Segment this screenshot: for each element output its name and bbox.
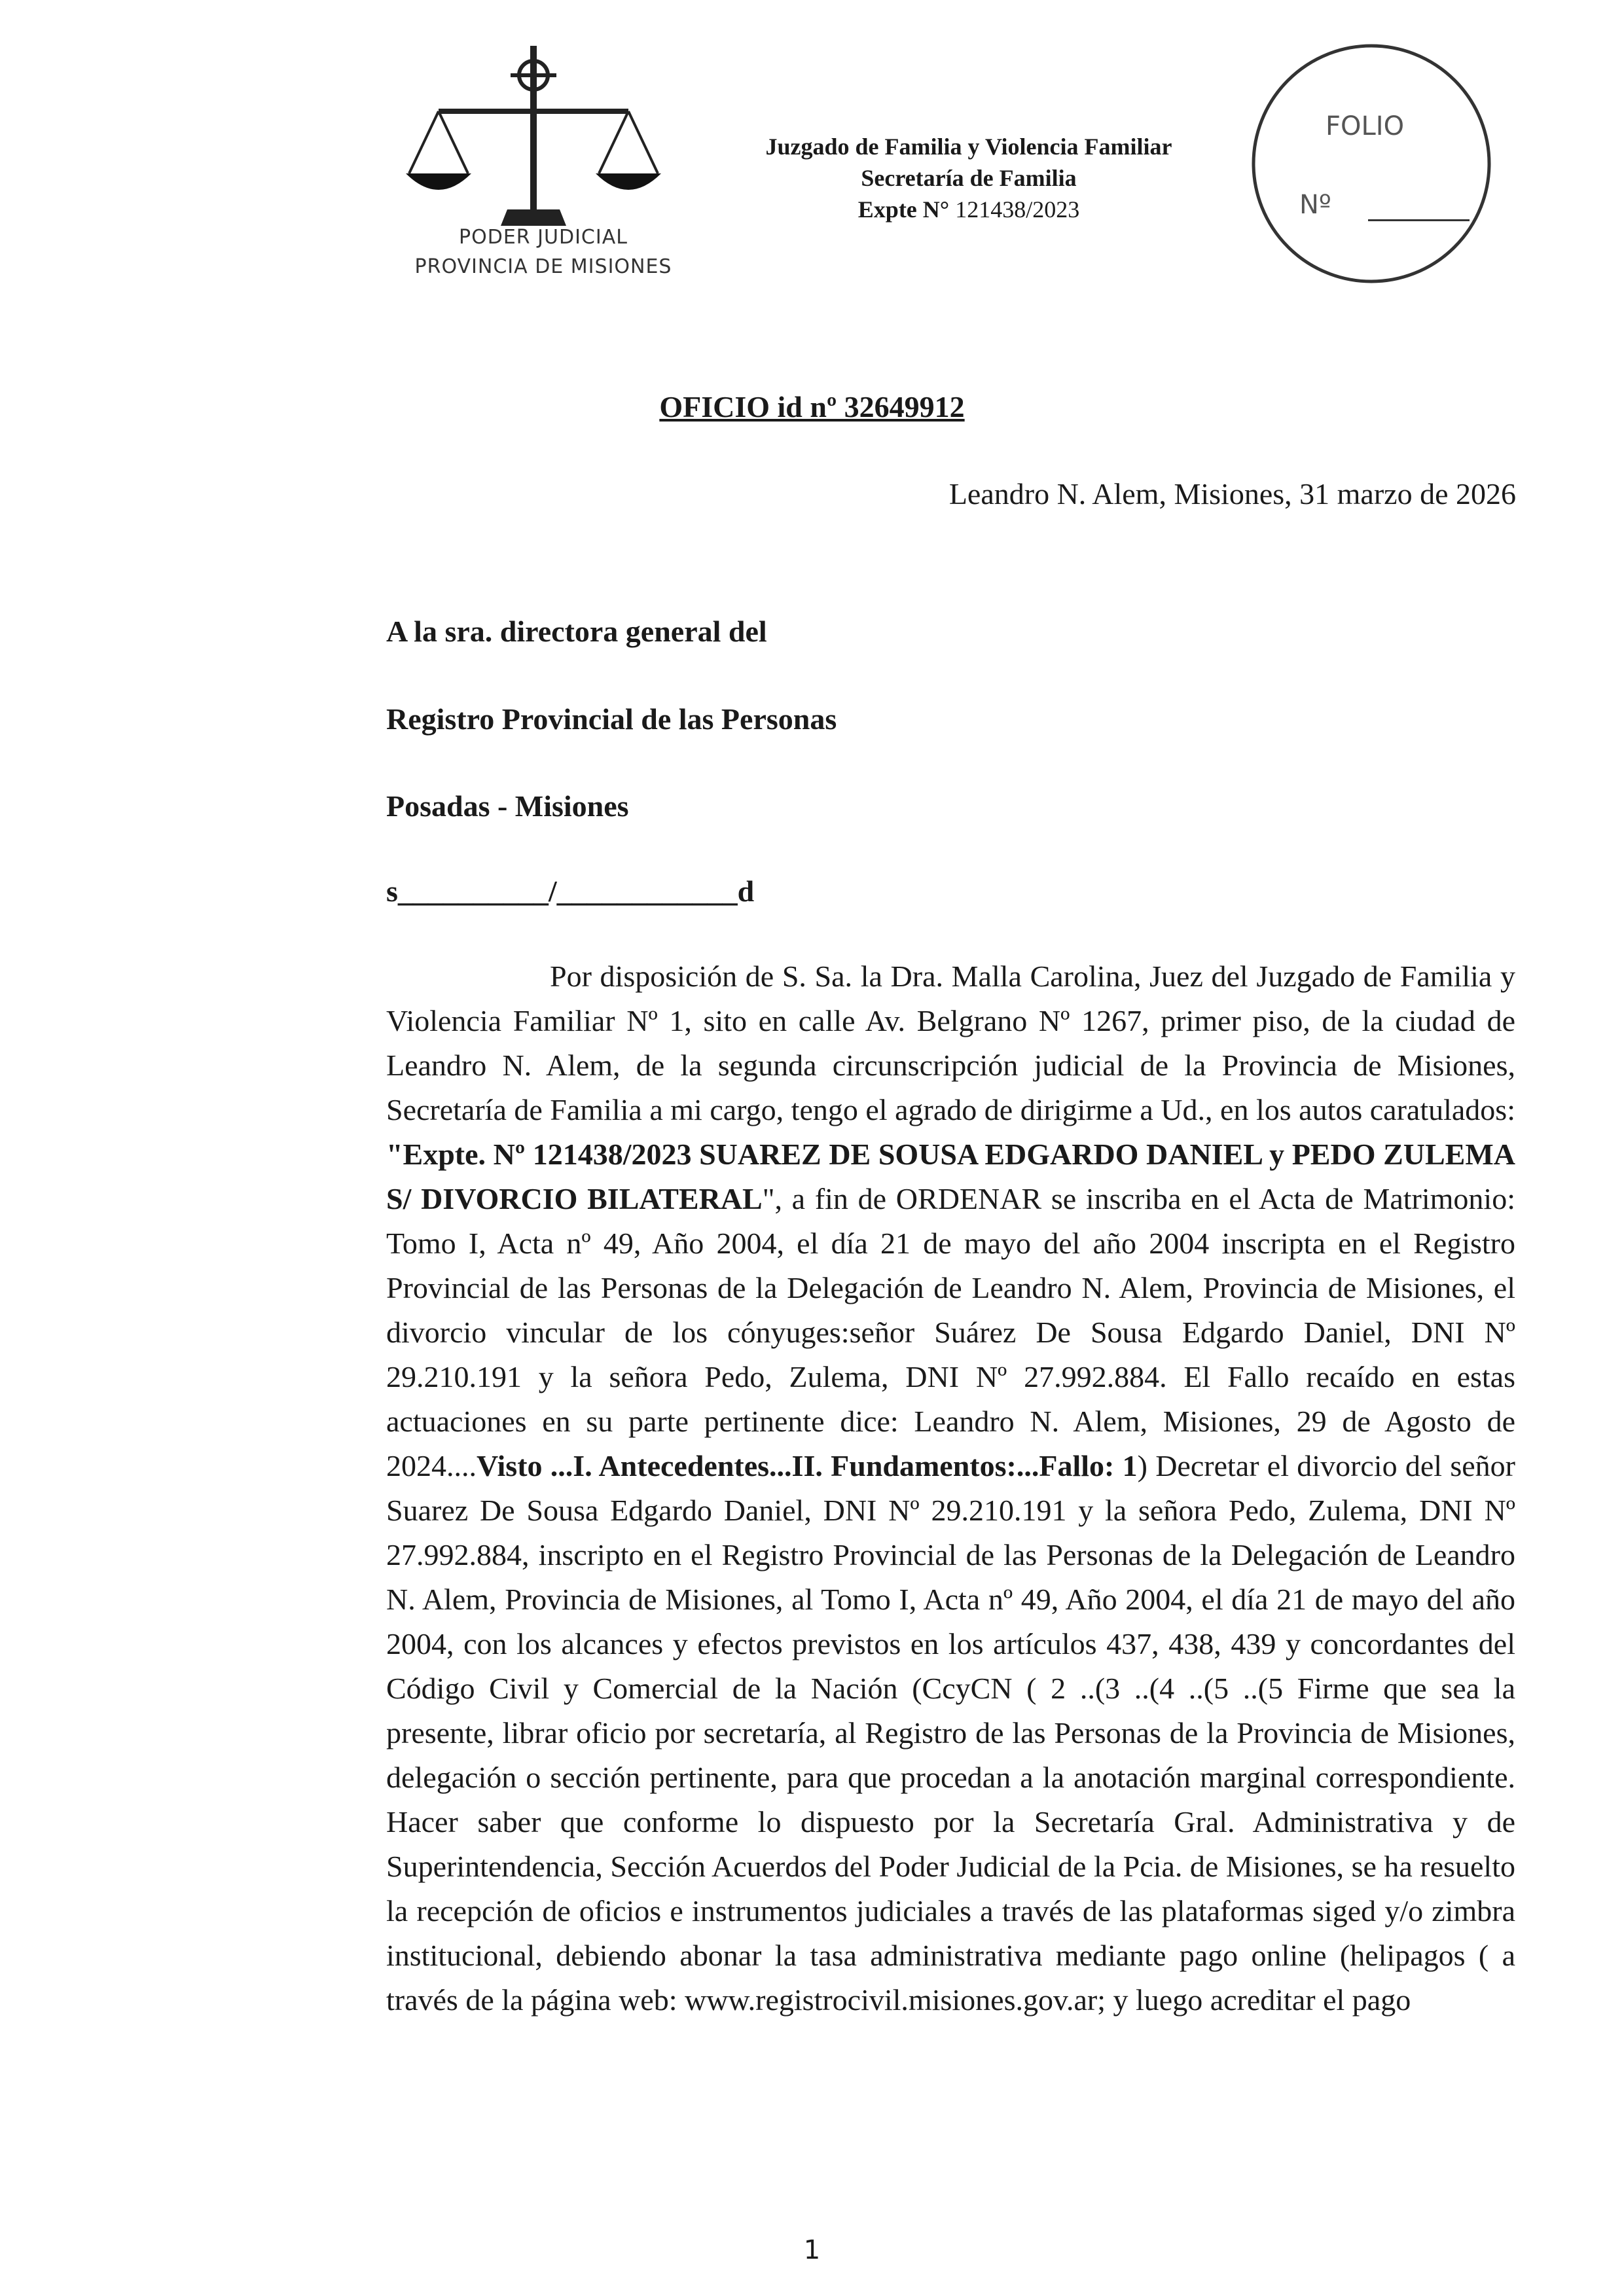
folio-label: FOLIO <box>1326 111 1405 141</box>
folio-number-blank <box>1368 219 1470 221</box>
body-text <box>386 954 1515 2022</box>
place-date: Leandro N. Alem, Misiones, 31 marzo de 2026 <box>948 477 1516 511</box>
logo-line-2: PROVINCIA DE MISIONES <box>414 255 672 278</box>
addressee-line-3: Posadas - Misiones <box>386 789 629 823</box>
folio-number-label: Nº <box>1299 190 1331 220</box>
expte-number: 121438/2023 <box>955 196 1080 223</box>
body-intro: Por disposición de S. Sa. la Dra. Malla Carolina, Juez del Juzgado de Familia y Violencia Familiar Nº 1, sito en calle Av. Belgrano Nº 1267, primer piso, de la ciudad de Leandro N. Alem, de la segunda circunscripción judicial de la Provincia de Misiones, Secretaría de Familia a mi cargo, tengo el agrado de dirigirme a Ud., en los autos caratulados: <box>386 960 1515 1126</box>
folio-stamp-circle <box>1247 39 1496 288</box>
page-number: 1 <box>803 2235 821 2265</box>
oficio-title: OFICIO id nº 32649912 <box>659 390 965 423</box>
body-order: ", a fin de ORDENAR se inscriba en el Acta de Matrimonio: Tomo I, Acta nº 49, Año 2004, el día 21 de mayo del año 2004 inscripta en el Registro Provincial de las Personas de la Delegación de Leandro N. Alem, Provincia de Misiones, el divorcio vincular de los cónyuges:señor Suárez De Sousa Edgardo Daniel, DNI Nº 29.210.191 y la señora Pedo, Zulema, DNI Nº 27.992.884. El Fallo recaído en estas actuaciones en su parte pertinente dice: Leandro N. Alem, Misiones, 29 de Agosto de 2024.... <box>386 1182 1515 1482</box>
secretary-name: Secretaría de Familia <box>861 165 1077 191</box>
body-ruling: ) Decretar el divorcio del señor Suarez De Sousa Edgardo Daniel, DNI Nº 29.210.191 y la señora Pedo, Zulema, DNI Nº 27.992.884, inscripto en el Registro Provincial de las Personas de la Delegación de Leandro N. Alem, Provincia de Misiones, al Tomo I, Acta nº 49, Año 2004, el día 21 de mayo del año 2004, con los alcances y efectos previstos en los artículos 437, 438, 439 y concordantes del Código Civil y Comercial de la Nación (CcyCN ( 2 ..(3 ..(4 ..(5 ..(5 Firme que sea la presente, librar oficio por secretaría, al Registro de las Personas de la Provincia de Misiones, delegación o sección pertinente, para que procedan a la anotación marginal correspondiente. Hacer saber que conforme lo dispuesto por la Secretaría Gral. Administrativa y de Superintendencia, Sección Acuerdos del Poder Judicial de la Pcia. de Misiones, se ha resuelto la recepción de oficios e instrumentos judiciales a través de las plataformas siged y/o zimbra institucional, debiendo abonar la tasa administrativa mediante pago online (helipagos ( a través de la página web: www.registrocivil.misiones.gov.ar; y luego acreditar el pago <box>386 1449 1516 2017</box>
addressee-line-2: Registro Provincial de las Personas <box>386 702 837 736</box>
court-name: Juzgado de Familia y Violencia Familiar <box>765 134 1172 160</box>
logo-line-1: PODER JUDICIAL <box>459 226 628 249</box>
body-paragraph <box>386 954 1515 2022</box>
court-header <box>681 131 1257 225</box>
scales-of-justice-icon <box>403 43 684 291</box>
expte-line <box>681 194 1257 225</box>
addressee-line-1: A la sra. directora general del <box>386 615 767 648</box>
expte-label: Expte N° <box>857 196 950 223</box>
case-title: "Expte. Nº 121438/2023 SUAREZ DE SOUSA EDGARDO DANIEL y PEDO ZULEMA S/ DIVORCIO BILATERAL <box>386 1138 1515 1215</box>
ruling-head: Visto ...I. Antecedentes...II. Fundamentos:...Fallo: 1 <box>477 1449 1138 1482</box>
addressee-line-4: s__________/____________d <box>386 874 755 908</box>
